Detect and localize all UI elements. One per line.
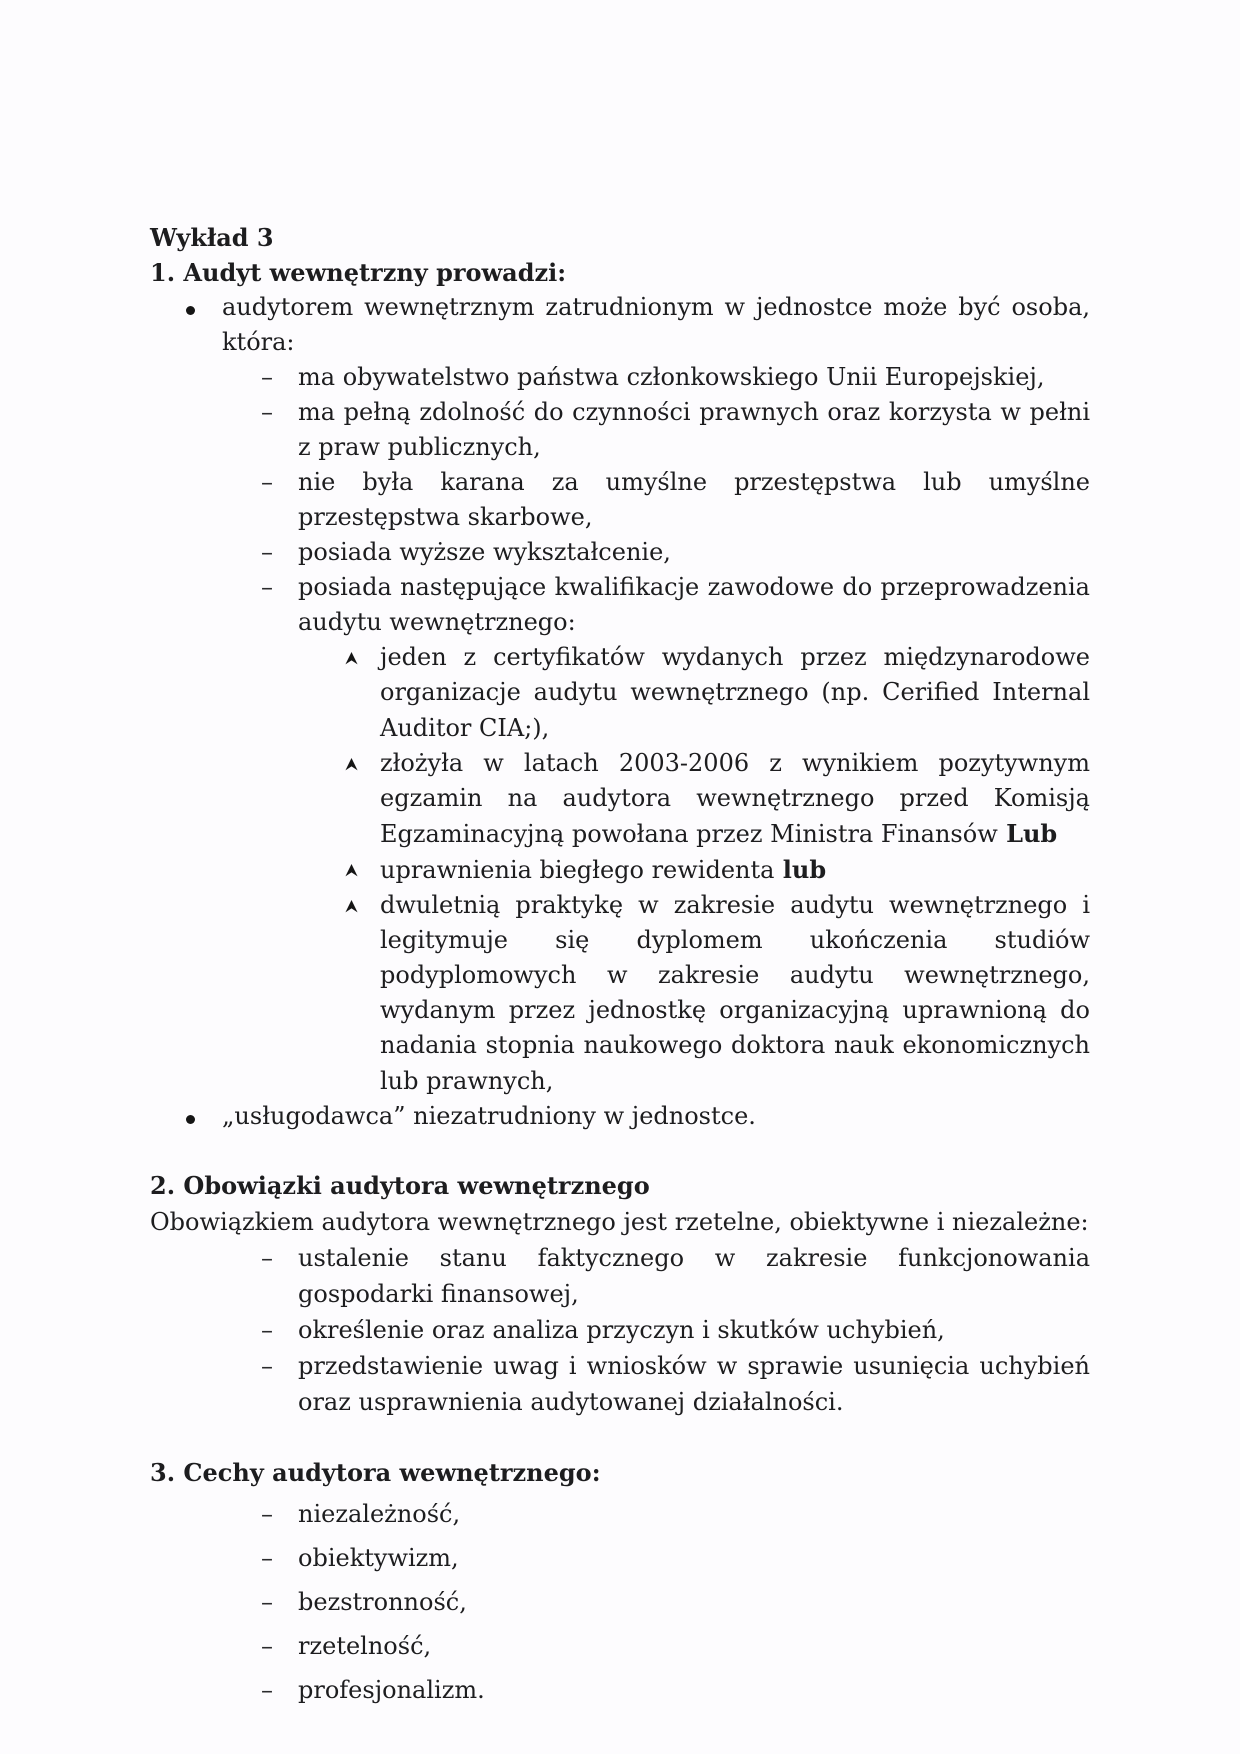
list-item [150,746,1090,852]
list-item [150,570,1090,640]
bullet-dash-icon: – [261,1544,273,1572]
list-item-text: ma pełną zdolność do czynności prawnych oraz korzysta w pełni z praw publicznych, [298,398,1090,461]
bullet-dash-icon: – [261,538,273,566]
list-item [150,290,1090,360]
bullet-disc-icon [186,290,222,325]
list-item-text: posiada następujące kwalifikacje zawodowe do przeprowadzenia audytu wewnętrznego: [298,573,1090,636]
list-item-text: obiektywizm, [298,1544,459,1572]
list-item [150,535,1090,570]
list-item [150,1580,1090,1624]
list-item-text: posiada wyższe wykształcenie, [298,538,671,566]
list-item [150,1536,1090,1580]
section-2-heading: 2. Obowiązki audytora wewnętrznego [150,1171,650,1200]
list-item-text: nie była karana za umyślne przestępstwa lub umyślne przestępstwa skarbowe, [298,468,1090,531]
bullet-disc-icon [186,1099,222,1134]
list-item-text: ustalenie stanu faktycznego w zakresie funkcjonowania gospodarki finansowej, [298,1244,1090,1308]
bullet-dash-icon: – [261,1676,273,1704]
section-1-heading: 1. Audyt wewnętrzny prowadzi: [150,258,567,287]
list-item-text: dwuletnią praktykę w zakresie audytu wewnętrznego i legitymuje się dyplomem ukończenia studiów podyplomowych w zakresie audytu wewnętrznego, wydanym przez jednostkę organizacyjną uprawnioną do nadania stopnia naukowego doktora nauk ekonomicznych lub prawnych, [380,891,1090,1095]
bold-connector: Lub [997,819,1058,848]
list-item [150,888,1090,1099]
list-item-text: jeden z certyfikatów wydanych przez międzynarodowe organizacje audytu wewnętrznego (np. Cerified Internal Auditor CIA;), [380,643,1090,742]
list-item-text: uprawnienia biegłego rewidenta lub [380,855,827,884]
bullet-dash-icon: – [261,398,273,426]
bullet-arrow-icon [345,888,380,923]
bullet-dash-icon: – [261,1244,273,1272]
list-item [150,1348,1090,1420]
list-item [150,1492,1090,1536]
list-item-text: profesjonalizm. [298,1676,485,1704]
list-item [150,360,1090,395]
bullet-dash-icon: – [261,1352,273,1380]
list-item [150,1312,1090,1348]
list-item-text: niezależność, [298,1500,461,1528]
list-item [150,395,1090,465]
bullet-dash-icon: – [261,1316,273,1344]
list-item [150,640,1090,746]
bullet-arrow-icon [345,746,380,781]
list-item-text: złożyła w latach 2003-2006 z wynikiem pozytywnym egzamin na audytora wewnętrznego przed Komisją Egzaminacyjną powołana przez Ministra Finansów Lub [380,749,1090,848]
lecture-title: Wykład 3 [150,223,274,252]
list-item-text: określenie oraz analiza przyczyn i skutków uchybień, [298,1316,945,1344]
section-2 [150,1168,1090,1420]
bold-connector: lub [774,855,827,884]
list-item [150,1099,1090,1134]
bullet-dash-icon: – [261,1632,273,1660]
bullet-dash-icon: – [261,363,273,391]
section-2-intro: Obowiązkiem audytora wewnętrznego jest rzetelne, obiektywne i niezależne: [150,1208,1089,1236]
bullet-arrow-icon [345,852,380,887]
list-item [150,1240,1090,1312]
list-item-text: audytorem wewnętrznym zatrudnionym w jednostce może być osoba, która: [222,293,1090,356]
list-item-text: bezstronność, [298,1588,467,1616]
list-item-text: rzetelność, [298,1632,432,1660]
list-item-text: ma obywatelstwo państwa członkowskiego Unii Europejskiej, [298,363,1045,391]
list-item-text: „usługodawca” niezatrudniony w jednostce. [222,1102,756,1130]
bullet-arrow-icon [345,640,380,675]
bullet-dash-icon: – [261,573,273,601]
bullet-dash-icon: – [261,1588,273,1616]
section-3 [150,1454,1090,1712]
section-3-heading: 3. Cechy audytora wewnętrznego: [150,1458,601,1487]
bullet-dash-icon: – [261,468,273,496]
list-item [150,465,1090,535]
list-item [150,1624,1090,1668]
list-item-text: przedstawienie uwag i wniosków w sprawie usunięcia uchybień oraz usprawnienia audytowanej działalności. [298,1352,1090,1416]
bullet-dash-icon: – [261,1500,273,1528]
list-item [150,852,1090,888]
list-item [150,1668,1090,1712]
